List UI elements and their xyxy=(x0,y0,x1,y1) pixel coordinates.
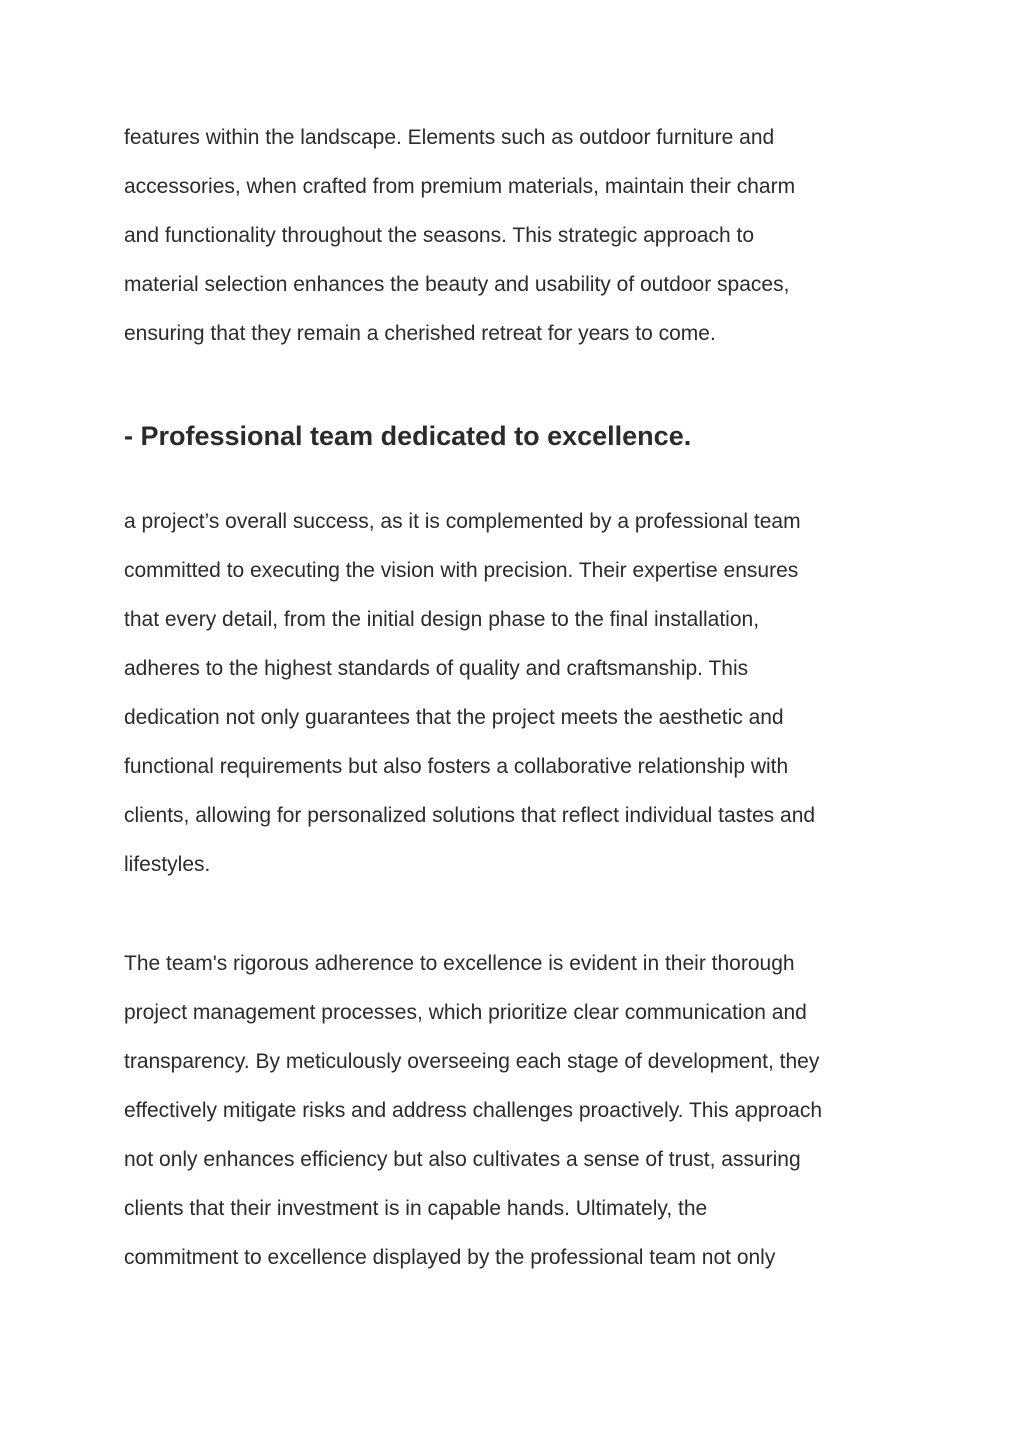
paragraph-line: adheres to the highest standards of quality and craftsmanship. This xyxy=(124,657,749,680)
paragraph-line: accessories, when crafted from premium materials, maintain their charm xyxy=(124,175,796,198)
paragraph-line: lifestyles. xyxy=(124,853,211,876)
paragraph-line: not only enhances efficiency but also cultivates a sense of trust, assuring xyxy=(124,1148,801,1171)
paragraph-line: dedication not only guarantees that the project meets the aesthetic and xyxy=(124,706,784,729)
paragraph-line: features within the landscape. Elements such as outdoor furniture and xyxy=(124,126,775,149)
paragraph-line: functional requirements but also fosters a collaborative relationship with xyxy=(124,755,789,778)
paragraph-line: project management processes, which prioritize clear communication and xyxy=(124,1001,807,1024)
paragraph-line: ensuring that they remain a cherished retreat for years to come. xyxy=(124,322,716,345)
paragraph-line: material selection enhances the beauty and usability of outdoor spaces, xyxy=(124,273,790,296)
paragraph-line: committed to executing the vision with precision. Their expertise ensures xyxy=(124,559,799,582)
section-heading: - Professional team dedicated to excellence. xyxy=(124,421,692,451)
paragraph-line: that every detail, from the initial design phase to the final installation, xyxy=(124,608,760,631)
paragraph-line: and functionality throughout the seasons. This strategic approach to xyxy=(124,224,755,247)
paragraph-line: a project’s overall success, as it is complemented by a professional team xyxy=(124,510,801,533)
paragraph-line: effectively mitigate risks and address challenges proactively. This approach xyxy=(124,1099,823,1122)
paragraph-line: clients, allowing for personalized solutions that reflect individual tastes and xyxy=(124,804,816,827)
paragraph-line: commitment to excellence displayed by the professional team not only xyxy=(124,1246,776,1269)
paragraph-line: transparency. By meticulously overseeing each stage of development, they xyxy=(124,1050,820,1073)
paragraph-line: clients that their investment is in capable hands. Ultimately, the xyxy=(124,1197,708,1220)
paragraph-line: The team's rigorous adherence to excellence is evident in their thorough xyxy=(124,952,795,975)
